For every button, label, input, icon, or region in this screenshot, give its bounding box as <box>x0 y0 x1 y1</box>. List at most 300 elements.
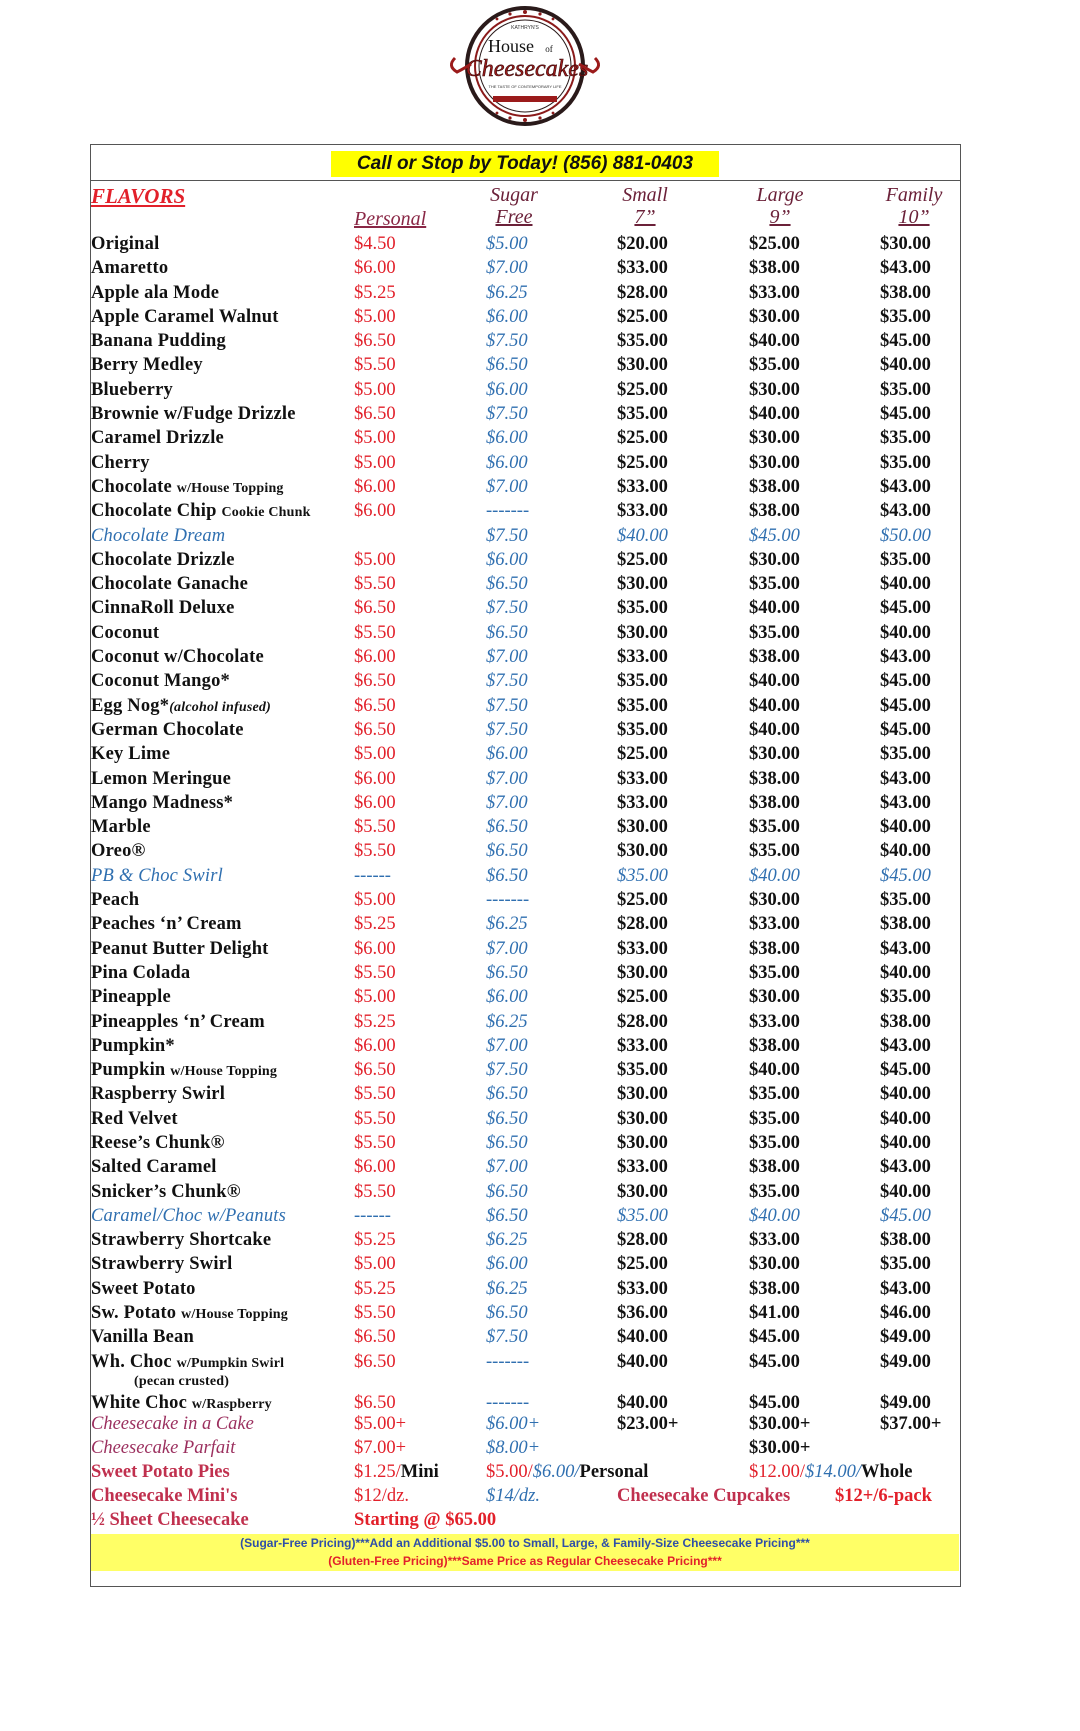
price-sugar-free: $7.50 <box>486 671 528 692</box>
price-small: $35.00 <box>617 1205 668 1226</box>
extra-parfait-name: Cheesecake Parfait <box>91 1438 236 1458</box>
price-small: $25.00 <box>617 987 668 1008</box>
table-row <box>0 937 1080 961</box>
table-row <box>0 1107 1080 1131</box>
extra-pies-whole-price1: $12.00/ <box>749 1462 806 1482</box>
price-family: $40.00 <box>880 817 931 838</box>
flavor-label: Marble <box>91 817 151 838</box>
extra-cake-sugar-free: $6.00+ <box>486 1414 541 1434</box>
table-row <box>0 378 1080 402</box>
table-row <box>0 742 1080 766</box>
flavor-name <box>91 451 150 475</box>
flavor-label: Coconut Mango* <box>91 671 230 692</box>
price-personal: $6.50 <box>354 1327 396 1348</box>
price-sugar-free: ------- <box>486 890 530 911</box>
price-family: $43.00 <box>880 768 931 789</box>
extra-pies-personal-label: Personal <box>579 1462 649 1482</box>
flavor-name <box>91 1350 284 1376</box>
flavor-label: Pina Colada <box>91 962 191 983</box>
price-family: $40.00 <box>880 1132 931 1153</box>
price-personal: $6.00 <box>354 938 396 959</box>
table-row <box>0 912 1080 936</box>
price-personal: $6.50 <box>354 671 396 692</box>
price-personal: $5.50 <box>354 1303 396 1324</box>
extra-pies-mini-label: Mini <box>400 1462 439 1482</box>
price-personal: $6.00 <box>354 1035 396 1056</box>
price-small: $30.00 <box>617 622 668 643</box>
price-small: $25.00 <box>617 428 668 449</box>
flavor-label: German Chocolate <box>91 719 244 740</box>
price-large: $38.00 <box>749 792 800 813</box>
extra-sheet-price: Starting @ $65.00 <box>354 1510 497 1530</box>
price-small: $33.00 <box>617 501 668 522</box>
price-family: $35.00 <box>880 428 931 449</box>
table-row <box>0 961 1080 985</box>
extra-pies-whole-price2: $14.00/ <box>805 1462 862 1482</box>
extra-sheet-name: ½ Sheet Cheesecake <box>91 1510 249 1530</box>
price-personal: ------ <box>354 1205 391 1226</box>
price-family: $43.00 <box>880 1157 931 1178</box>
flavor-name <box>91 791 233 815</box>
price-small: $33.00 <box>617 1278 668 1299</box>
flavor-label: Coconut <box>91 622 160 643</box>
flavor-label: Egg Nog* <box>91 695 170 716</box>
price-large: $45.00 <box>749 1327 800 1348</box>
flavor-label: Peach <box>91 890 140 911</box>
price-family: $45.00 <box>880 1060 931 1081</box>
flavor-label: PB & Choc Swirl <box>91 865 223 886</box>
price-family: $45.00 <box>880 598 931 619</box>
price-sugar-free: $6.25 <box>486 1278 528 1299</box>
table-row <box>0 621 1080 645</box>
price-personal: $5.50 <box>354 622 396 643</box>
flavor-label: Original <box>91 234 160 254</box>
price-small: $35.00 <box>617 1060 668 1081</box>
price-family: $40.00 <box>880 962 931 983</box>
price-family: $35.00 <box>880 1254 931 1275</box>
flavor-name <box>91 378 173 402</box>
flavor-label: Apple ala Mode <box>91 282 220 303</box>
price-large: $41.00 <box>749 1303 800 1324</box>
extra-row-half-sheet <box>0 1508 1080 1532</box>
price-sugar-free: $6.50 <box>486 1181 528 1202</box>
price-sugar-free: $6.50 <box>486 841 528 862</box>
price-personal: $5.25 <box>354 1230 396 1251</box>
flavor-label: (pecan crusted) <box>134 1373 230 1389</box>
price-sugar-free: $6.50 <box>486 817 528 838</box>
price-small: $33.00 <box>617 476 668 497</box>
flavor-label: Cherry <box>91 452 150 473</box>
price-personal: $5.50 <box>354 574 396 595</box>
flavor-name <box>91 524 225 548</box>
table-row <box>0 1228 1080 1252</box>
price-large: $38.00 <box>749 501 800 522</box>
flavor-label: Red Velvet <box>91 1108 178 1129</box>
price-personal: $5.50 <box>354 1181 396 1202</box>
flavor-label: Pineapple <box>91 987 171 1008</box>
price-large: $33.00 <box>749 1011 800 1032</box>
price-sugar-free: $7.00 <box>486 258 528 279</box>
table-row <box>0 305 1080 329</box>
flavor-name <box>91 548 235 572</box>
price-large: $30.00 <box>749 452 800 473</box>
price-sugar-free: $7.50 <box>486 525 528 546</box>
price-sugar-free: $6.00 <box>486 744 528 765</box>
price-personal: $6.50 <box>354 719 396 740</box>
extra-parfait-large: $30.00+ <box>749 1438 811 1458</box>
flavor-name <box>91 329 226 353</box>
price-sugar-free: $6.50 <box>486 962 528 983</box>
price-large: $33.00 <box>749 1230 800 1251</box>
flavor-label: Blueberry <box>91 379 173 400</box>
header-large-line1: Large <box>756 184 804 206</box>
flavor-name <box>91 864 223 888</box>
price-sugar-free: $6.25 <box>486 1011 528 1032</box>
extra-parfait-personal: $7.00+ <box>354 1438 407 1458</box>
price-personal: $6.50 <box>354 598 396 619</box>
price-small: $30.00 <box>617 1132 668 1153</box>
price-family: $43.00 <box>880 792 931 813</box>
price-personal: $5.25 <box>354 1011 396 1032</box>
price-large: $40.00 <box>749 1205 800 1226</box>
price-small: $28.00 <box>617 1011 668 1032</box>
price-sugar-free: $6.25 <box>486 1230 528 1251</box>
flavor-label: Coconut w/Chocolate <box>91 647 264 668</box>
price-large: $25.00 <box>749 234 800 254</box>
price-personal: $5.00 <box>354 744 396 765</box>
price-small: $30.00 <box>617 841 668 862</box>
price-family: $35.00 <box>880 306 931 327</box>
price-small: $25.00 <box>617 306 668 327</box>
table-row <box>0 572 1080 596</box>
price-family: $35.00 <box>880 890 931 911</box>
price-large: $30.00 <box>749 549 800 570</box>
price-large: $40.00 <box>749 404 800 425</box>
flavor-name <box>91 1228 271 1252</box>
flavor-topping: w/House Topping <box>181 1307 288 1323</box>
price-small: $36.00 <box>617 1303 668 1324</box>
price-sugar-free: $6.50 <box>486 865 528 886</box>
flavor-label: CinnaRoll Deluxe <box>91 598 235 619</box>
flavor-label: Vanilla Bean <box>91 1327 194 1348</box>
table-row <box>0 426 1080 450</box>
call-banner: Call or Stop by Today! (856) 881-0403 <box>331 151 719 177</box>
extra-minis-personal: $12/dz. <box>354 1486 409 1506</box>
price-large: $45.00 <box>749 1392 800 1413</box>
price-large: $40.00 <box>749 695 800 716</box>
price-small: $30.00 <box>617 1108 668 1129</box>
price-family: $45.00 <box>880 671 931 692</box>
price-small: $28.00 <box>617 1230 668 1251</box>
price-family: $40.00 <box>880 622 931 643</box>
header-small-line1: Small <box>622 184 668 206</box>
table-row <box>0 694 1080 718</box>
price-large: $38.00 <box>749 647 800 668</box>
house-of-cheesecakes-logo <box>445 2 605 130</box>
flavor-name <box>91 426 224 450</box>
price-small: $33.00 <box>617 792 668 813</box>
price-sugar-free: $6.50 <box>486 1205 528 1226</box>
flavor-topping: Cookie Chunk <box>221 505 311 521</box>
price-personal: $6.50 <box>354 695 396 716</box>
price-sugar-free: $6.00 <box>486 452 528 473</box>
flavor-name <box>91 1010 265 1034</box>
price-sugar-free: $7.00 <box>486 1157 528 1178</box>
flavor-label: Key Lime <box>91 744 171 765</box>
flavor-name <box>91 1252 232 1276</box>
price-large: $35.00 <box>749 1084 800 1105</box>
price-sugar-free: $7.00 <box>486 647 528 668</box>
table-row <box>0 1252 1080 1276</box>
flavor-label: Strawberry Shortcake <box>91 1230 272 1251</box>
extra-cake-small: $23.00+ <box>617 1414 679 1434</box>
price-small: $30.00 <box>617 355 668 376</box>
price-sugar-free: $7.00 <box>486 792 528 813</box>
flavor-label: Lemon Meringue <box>91 768 231 789</box>
flavor-label: Strawberry Swirl <box>91 1254 233 1275</box>
table-row <box>0 1180 1080 1204</box>
price-personal: $6.00 <box>354 768 396 789</box>
flavor-name <box>91 1155 217 1179</box>
price-large: $38.00 <box>749 258 800 279</box>
price-family: $45.00 <box>880 331 931 352</box>
price-family: $40.00 <box>880 574 931 595</box>
table-row <box>0 451 1080 475</box>
flavor-name <box>91 256 168 280</box>
flavor-label: Pumpkin* <box>91 1035 175 1056</box>
flavor-topping: w/Raspberry <box>191 1396 272 1412</box>
price-sugar-free: $6.00 <box>486 428 528 449</box>
flavor-label: Reese’s Chunk® <box>91 1132 225 1153</box>
table-row <box>0 1277 1080 1301</box>
flavor-name <box>91 1058 277 1084</box>
extra-parfait-sugar-free: $8.00+ <box>486 1438 541 1458</box>
extra-cupcakes-price: $12+/6-pack <box>835 1486 932 1506</box>
flavor-name <box>91 499 311 525</box>
price-small: $30.00 <box>617 1084 668 1105</box>
price-small: $35.00 <box>617 695 668 716</box>
price-family: $35.00 <box>880 744 931 765</box>
note-gluten-free: (Gluten-Free Pricing)***Same Price as Regular Cheesecake Pricing*** <box>328 1554 722 1568</box>
table-row <box>0 1058 1080 1082</box>
price-sugar-free: $7.50 <box>486 719 528 740</box>
table-row <box>0 718 1080 742</box>
price-large: $33.00 <box>749 914 800 935</box>
price-personal: $6.50 <box>354 1392 396 1413</box>
price-small: $25.00 <box>617 379 668 400</box>
price-large: $40.00 <box>749 719 800 740</box>
flavor-name <box>91 1301 288 1327</box>
price-small: $30.00 <box>617 817 668 838</box>
price-large: $35.00 <box>749 574 800 595</box>
price-personal: $5.00 <box>354 452 396 473</box>
extra-pies-whole <box>749 1460 912 1484</box>
price-personal: $6.50 <box>354 404 396 425</box>
price-personal: $5.00 <box>354 549 396 570</box>
flavor-label: Chocolate <box>91 476 177 497</box>
price-family: $50.00 <box>880 525 931 546</box>
price-small: $35.00 <box>617 598 668 619</box>
flavor-name <box>91 1107 178 1131</box>
price-large: $30.00 <box>749 306 800 327</box>
logo-of: of <box>545 44 553 54</box>
price-large: $35.00 <box>749 817 800 838</box>
flavor-label: Chocolate Dream <box>91 525 226 546</box>
price-sugar-free: $7.50 <box>486 1327 528 1348</box>
flavor-label: Banana Pudding <box>91 331 226 352</box>
price-large: $35.00 <box>749 1132 800 1153</box>
price-large: $35.00 <box>749 1181 800 1202</box>
extra-cake-name: Cheesecake in a Cake <box>91 1414 254 1434</box>
header-large-line2: 9” <box>769 206 791 228</box>
price-small: $30.00 <box>617 574 668 595</box>
table-row <box>0 1325 1080 1349</box>
price-personal: $6.50 <box>354 1351 396 1372</box>
price-sugar-free: $7.00 <box>486 768 528 789</box>
price-sugar-free: $6.50 <box>486 1132 528 1153</box>
header-personal: Personal <box>354 208 427 230</box>
price-family: $43.00 <box>880 1278 931 1299</box>
price-family: $43.00 <box>880 938 931 959</box>
flavor-name <box>91 1180 241 1204</box>
flavor-name <box>91 718 244 742</box>
price-small: $25.00 <box>617 1254 668 1275</box>
price-small: $40.00 <box>617 1351 668 1372</box>
header-sugar-free-line2: Free <box>495 206 533 228</box>
table-row <box>0 1155 1080 1179</box>
table-row <box>0 864 1080 888</box>
price-large: $35.00 <box>749 962 800 983</box>
flavor-label: Wh. Choc <box>91 1351 177 1372</box>
price-family: $38.00 <box>880 1230 931 1251</box>
flavor-label: Raspberry Swirl <box>91 1084 226 1105</box>
flavor-label: Pumpkin <box>91 1060 171 1081</box>
flavor-note: (alcohol infused) <box>169 699 271 715</box>
price-large: $30.00 <box>749 1254 800 1275</box>
price-large: $38.00 <box>749 1278 800 1299</box>
header-small-line2: 7” <box>634 206 656 228</box>
extra-pies-personal-price2: $6.00/ <box>532 1462 580 1482</box>
flavor-label: Chocolate Drizzle <box>91 549 235 570</box>
flavor-name <box>91 937 269 961</box>
price-large: $38.00 <box>749 476 800 497</box>
flavor-name <box>91 742 170 766</box>
header-sugar-free <box>484 184 544 228</box>
price-family: $49.00 <box>880 1327 931 1348</box>
price-large: $40.00 <box>749 671 800 692</box>
price-large: $30.00 <box>749 890 800 911</box>
extra-minis-sugar-free: $14/dz. <box>486 1486 540 1506</box>
price-personal: $6.00 <box>354 258 396 279</box>
price-personal: $5.50 <box>354 841 396 862</box>
flavor-name <box>91 888 139 912</box>
table-row <box>0 985 1080 1009</box>
price-sugar-free: $6.00 <box>486 1254 528 1275</box>
header-family-line1: Family <box>885 184 943 206</box>
price-family: $35.00 <box>880 379 931 400</box>
price-family: $49.00 <box>880 1351 931 1372</box>
price-large: $30.00 <box>749 987 800 1008</box>
price-family: $40.00 <box>880 841 931 862</box>
price-family: $45.00 <box>880 1205 931 1226</box>
flavor-label: Chocolate Ganache <box>91 574 249 595</box>
price-personal: $5.00 <box>354 379 396 400</box>
flavor-name <box>91 353 203 377</box>
flavor-label: White Choc <box>91 1392 192 1413</box>
price-large: $45.00 <box>749 525 800 546</box>
extra-pies-name: Sweet Potato Pies <box>91 1462 230 1482</box>
table-row <box>0 353 1080 377</box>
flavor-name <box>91 815 151 839</box>
flavor-label: Berry Medley <box>91 355 203 376</box>
price-large: $35.00 <box>749 1108 800 1129</box>
table-row <box>0 1204 1080 1228</box>
flavor-name <box>91 767 231 791</box>
flavor-label: Salted Caramel <box>91 1157 217 1178</box>
price-family: $38.00 <box>880 282 931 303</box>
extra-pies-personal-price1: $5.00/ <box>486 1462 533 1482</box>
price-table <box>0 232 1080 1415</box>
price-sugar-free: $7.00 <box>486 476 528 497</box>
extra-pies-mini <box>354 1460 439 1484</box>
price-sugar-free: $6.00 <box>486 306 528 327</box>
price-family: $45.00 <box>880 695 931 716</box>
price-family: $46.00 <box>880 1303 931 1324</box>
price-family: $35.00 <box>880 987 931 1008</box>
flavor-label: Brownie w/Fudge Drizzle <box>91 404 296 425</box>
flavor-label: Chocolate Chip <box>91 501 222 522</box>
price-personal: $5.50 <box>354 962 396 983</box>
flavor-name <box>91 1082 225 1106</box>
price-large: $38.00 <box>749 938 800 959</box>
flavor-label: Sw. Potato <box>91 1303 182 1324</box>
table-row <box>0 256 1080 280</box>
header-flavors: FLAVORS <box>91 184 186 208</box>
price-family: $45.00 <box>880 404 931 425</box>
price-large: $38.00 <box>749 768 800 789</box>
price-small: $33.00 <box>617 258 668 279</box>
table-row <box>0 669 1080 693</box>
price-large: $38.00 <box>749 1157 800 1178</box>
price-small: $30.00 <box>617 1181 668 1202</box>
flavor-name <box>91 1277 196 1301</box>
price-personal: $4.50 <box>354 234 396 254</box>
price-personal: $5.00 <box>354 890 396 911</box>
price-sugar-free: $6.50 <box>486 355 528 376</box>
price-sugar-free: $6.50 <box>486 1108 528 1129</box>
flavor-name <box>91 572 248 596</box>
price-small: $33.00 <box>617 938 668 959</box>
price-large: $40.00 <box>749 598 800 619</box>
price-sugar-free: $6.00 <box>486 987 528 1008</box>
extra-cake-personal: $5.00+ <box>354 1414 407 1434</box>
logo-tiny-bottom: THE TASTE OF CONTEMPORARY LIFE <box>488 84 562 89</box>
price-family: $38.00 <box>880 1011 931 1032</box>
price-large: $35.00 <box>749 622 800 643</box>
table-row <box>0 1082 1080 1106</box>
table-row <box>0 645 1080 669</box>
price-personal: $5.25 <box>354 914 396 935</box>
price-large: $45.00 <box>749 1351 800 1372</box>
table-row <box>0 475 1080 499</box>
price-small: $40.00 <box>617 1392 668 1413</box>
flavor-topping: w/House Topping <box>170 1064 278 1080</box>
extra-row-cake-in-cake <box>0 1412 1080 1436</box>
flavor-label: Apple Caramel Walnut <box>91 306 279 327</box>
price-personal: $5.50 <box>354 817 396 838</box>
header-small <box>610 184 680 228</box>
extra-pies-mini-price: $1.25/ <box>354 1462 401 1482</box>
